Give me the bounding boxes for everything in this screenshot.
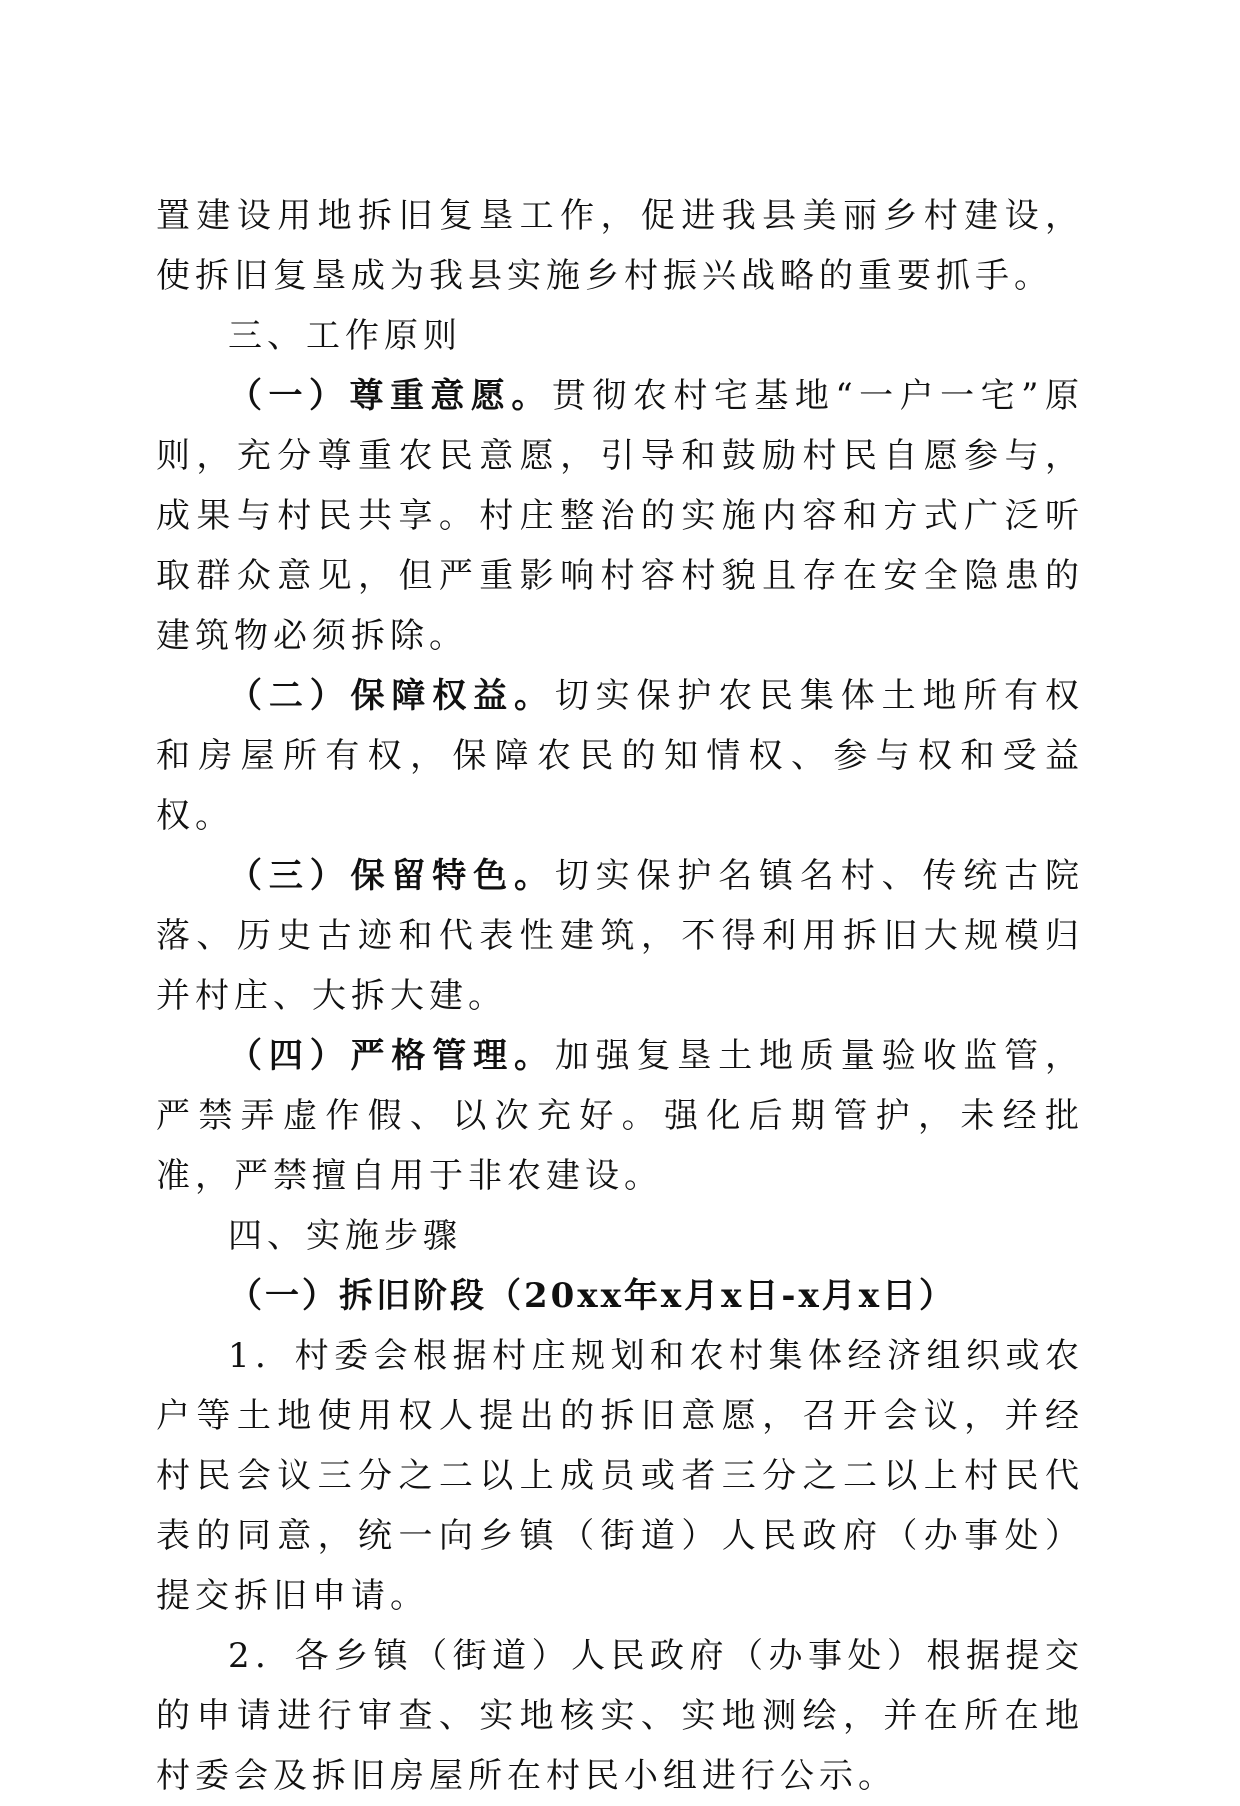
- stage-one-heading: （一）拆旧阶段（20xx年x月x日-x月x日）: [228, 1276, 957, 1316]
- principle-lead-1: （一）尊重意愿。: [228, 376, 552, 416]
- section-three-heading: 三、工作原则: [228, 316, 462, 356]
- document-body: [156, 186, 1084, 1806]
- principle-paragraph-2: [156, 666, 1084, 846]
- step-paragraph-1: 1．村委会根据村庄规划和农村集体经济组织或农户等土地使用权人提出的拆旧意愿，召开会议，并经村民会议三分之二以上成员或者三分之二以上村民代表的同意，统一向乡镇（街道）人民政府（办事处）提交拆旧申请。: [156, 1336, 1084, 1616]
- principle-lead-4: （四）严格管理。: [228, 1036, 555, 1076]
- section-four-heading: 四、实施步骤: [228, 1216, 462, 1256]
- principle-paragraph-3: [156, 846, 1084, 1026]
- principle-text-4: 加强复垦土地质量验收监管，严禁弄虚作假、以次充好。强化后期管护，未经批准，严禁擅自用于非农建设。: [156, 1036, 1085, 1196]
- principle-text-2: 切实保护农民集体土地所有权和房屋所有权，保障农民的知情权、参与权和受益权。: [156, 676, 1085, 836]
- principle-text-1: 贯彻农村宅基地“一户一宅”原则，充分尊重农民意愿，引导和鼓励村民自愿参与，成果与村民共享。村庄整治的实施内容和方式广泛听取群众意见，但严重影响村容村貌且存在安全隐患的建筑物必须拆除。: [156, 376, 1085, 656]
- principle-paragraph-1: [156, 366, 1084, 666]
- principle-text-3: 切实保护名镇名村、传统古院落、历史古迹和代表性建筑，不得利用拆旧大规模归并村庄、大拆大建。: [156, 856, 1085, 1016]
- principle-lead-3: （三）保留特色。: [228, 856, 555, 896]
- principle-lead-2: （二）保障权益。: [228, 676, 555, 716]
- continuation-paragraph: 置建设用地拆旧复垦工作，促进我县美丽乡村建设，使拆旧复垦成为我县实施乡村振兴战略的重要抓手。: [156, 196, 1084, 296]
- step-paragraph-2: 2．各乡镇（街道）人民政府（办事处）根据提交的申请进行审查、实地核实、实地测绘，并在所在地村委会及拆旧房屋所在村民小组进行公示。: [156, 1636, 1084, 1796]
- principle-paragraph-4: [156, 1026, 1084, 1206]
